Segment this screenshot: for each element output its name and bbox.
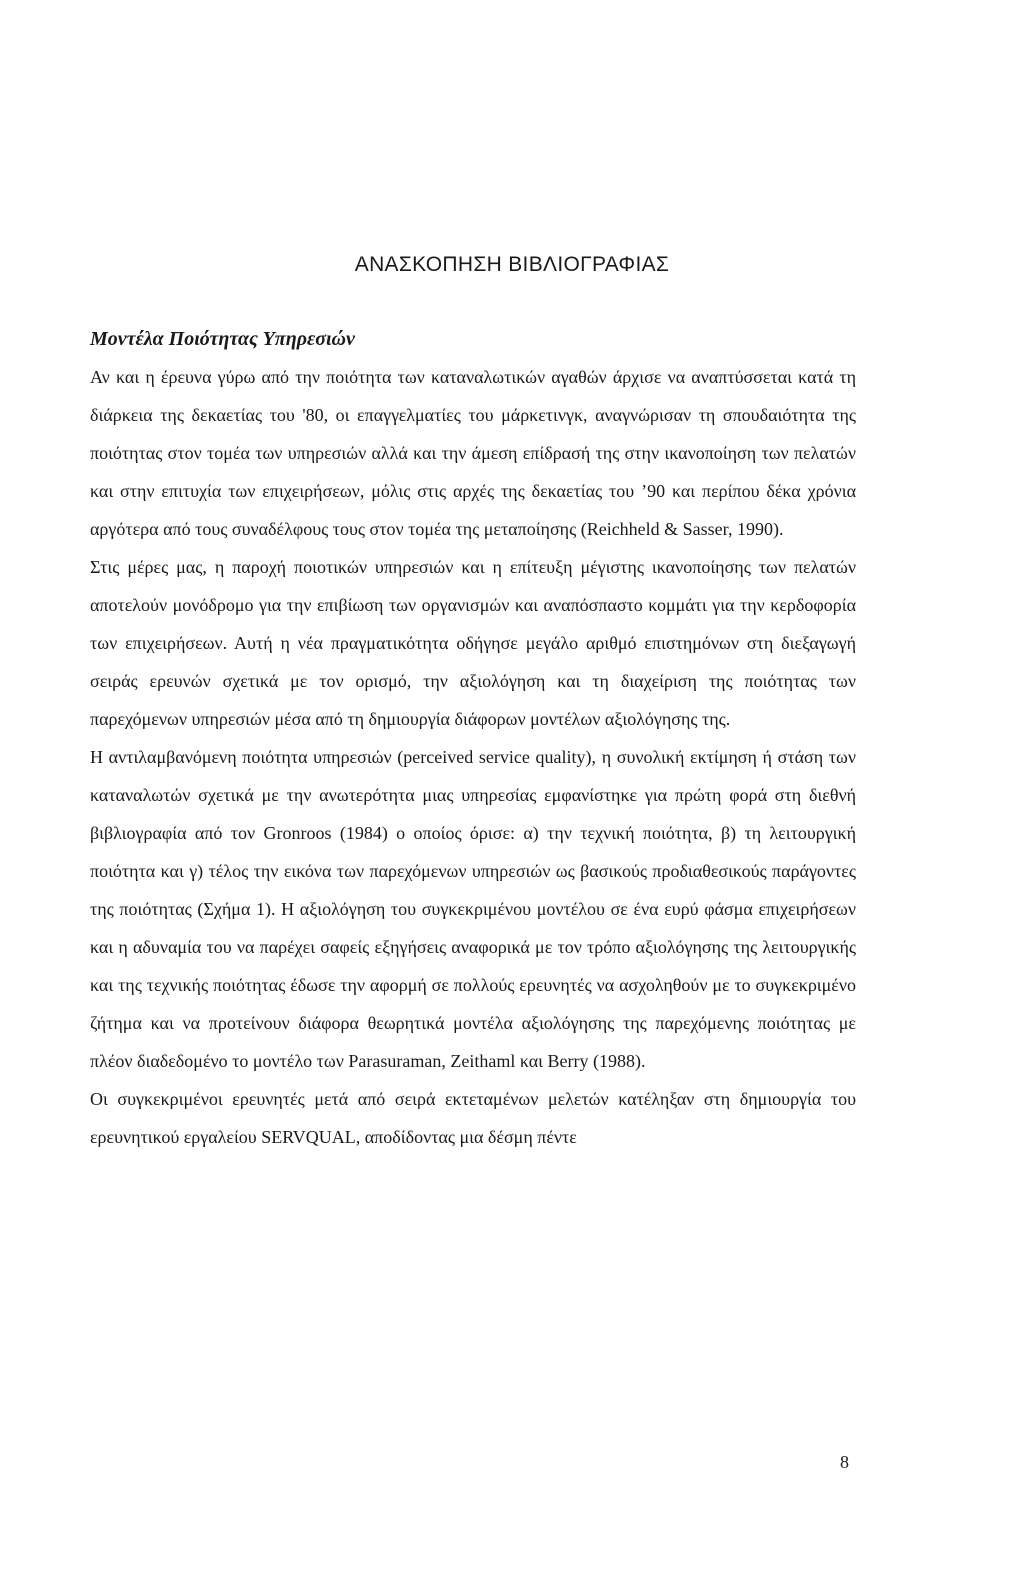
page-number: 8 bbox=[840, 1452, 849, 1472]
paragraph-4: Οι συγκεκριμένοι ερευνητές μετά από σειρά εκτεταμένων μελετών κατέληξαν στη δημιουργία του ερευνητικού εργαλείου SERVQUAL, αποδίδοντας μια δέσμη πέντε bbox=[90, 1089, 856, 1147]
paragraph-2: Στις μέρες μας, η παροχή ποιοτικών υπηρεσιών και η επίτευξη μέγιστης ικανοποίησης των πελατών αποτελούν μονόδρομο για την επιβίωση των οργανισμών και αναπόσπαστο κομμάτι για την κερδοφορία των επιχειρήσεων. Αυτή η νέα πραγματικότητα οδήγησε μεγάλο αριθμό επιστημόνων στη διεξαγωγή σειράς ερευνών σχετικά με τον ορισμό, την αξιολόγηση και τη διαχείριση της ποιότητας των παρεχόμενων υπηρεσιών μέσα από τη δημιουργία διάφορων μοντέλων αξιολόγησης της. bbox=[90, 557, 856, 729]
section-heading: Μοντέλα Ποιότητας Υπηρεσιών bbox=[90, 328, 355, 350]
paragraph-1: Αν και η έρευνα γύρω από την ποιότητα των καταναλωτικών αγαθών άρχισε να αναπτύσσεται κατά τη διάρκεια της δεκαετίας του '80, οι επαγγελματίες του μάρκετινγκ, αναγνώρισαν τη σπουδαιότητα της ποιότητας στον τομέα των υπηρεσιών αλλά και την άμεση επίδρασή της στην ικανοποίηση των πελατών και στην επιτυχία των επιχειρήσεων, μόλις στις αρχές της δεκαετίας του ’90 και περίπου δέκα χρόνια αργότερα από τους συναδέλφους τους στον τομέα της μεταποίησης (Reichheld & Sasser, 1990). bbox=[90, 367, 856, 539]
paragraph-3: Η αντιλαμβανόμενη ποιότητα υπηρεσιών (perceived service quality), η συνολική εκτίμηση ή στάση των καταναλωτών σχετικά με την ανωτερότητα μιας υπηρεσίας εμφανίστηκε για πρώτη φορά στη διεθνή βιβλιογραφία από τον Gronroos (1984) ο οποίος όρισε: α) την τεχνική ποιότητα, β) τη λειτουργική ποιότητα και γ) τέλος την εικόνα των παρεχόμενων υπηρεσιών ως βασικούς προδιαθεσικούς παράγοντες της ποιότητας (Σχήμα 1). Η αξιολόγηση του συγκεκριμένου μοντέλου σε ένα ευρύ φάσμα επιχειρήσεων και η αδυναμία του να παρέχει σαφείς εξηγήσεις αναφορικά με τον τρόπο αξιολόγησης της λειτουργικής και της τεχνικής ποιότητας έδωσε την αφορμή σε πολλούς ερευνητές να ασχοληθούν με το συγκεκριμένο ζήτημα και να προτείνουν διάφορα θεωρητικά μοντέλα αξιολόγησης της παρεχόμενης ποιότητας με πλέον διαδεδομένο το μοντέλο των Parasuraman, Zeithaml και Berry (1988). bbox=[90, 747, 856, 1071]
body-text bbox=[90, 358, 856, 1156]
page-title: ΑΝΑΣΚΟΠΗΣΗ ΒΙΒΛΙΟΓΡΑΦΙΑΣ bbox=[354, 253, 670, 276]
